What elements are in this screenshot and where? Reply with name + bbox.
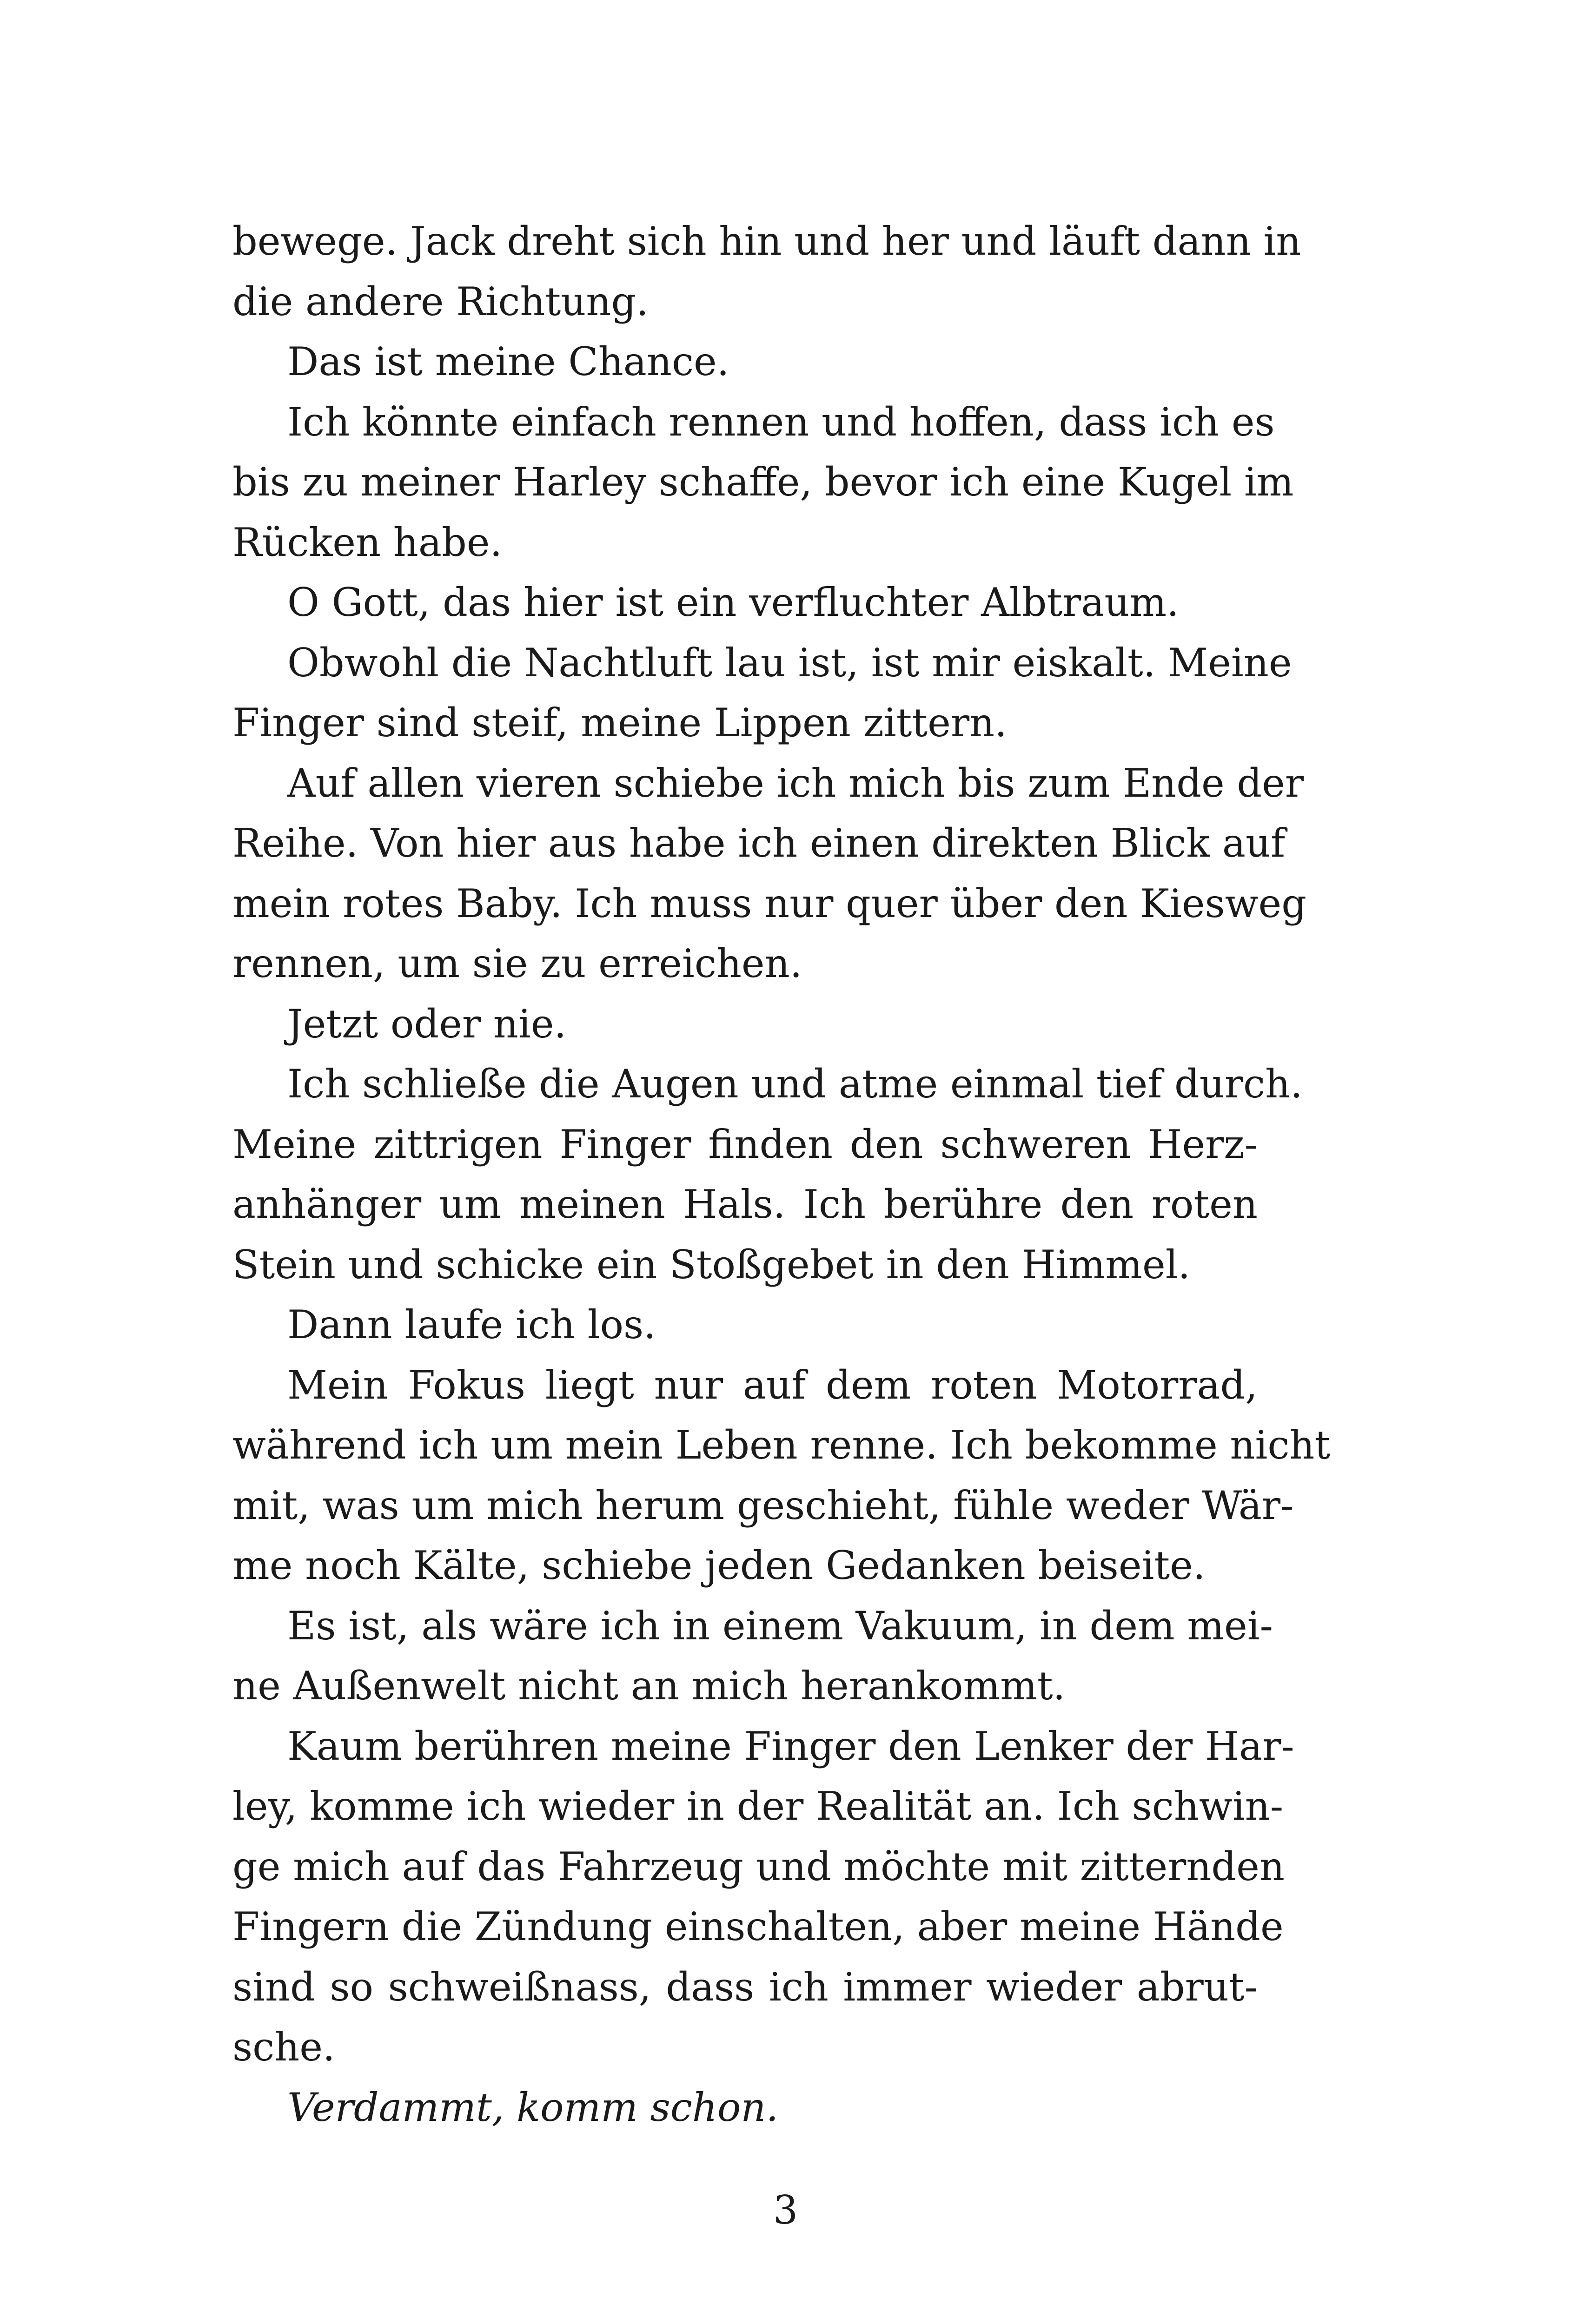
text-line: Jetzt oder nie. — [287, 1001, 567, 1047]
text-line: Finger sind steif, meine Lippen zittern. — [232, 700, 1007, 746]
text-line: sche. — [232, 2024, 335, 2070]
text-line-italic: Verdammt, komm schon. — [287, 2084, 779, 2130]
text-line: Auf allen vieren schiebe ich mich bis zum Ende der — [287, 760, 1304, 806]
page-number: 3 — [773, 2187, 798, 2233]
text-line: rennen, um sie zu erreichen. — [232, 941, 802, 986]
text-line: me noch Kälte, schiebe jeden Gedanken beiseite. — [232, 1543, 1206, 1588]
text-line: Stein und schicke ein Stoßgebet in den Himmel. — [232, 1241, 1191, 1287]
text-line: Mein Fokus liegt nur auf dem roten Motorrad, — [287, 1362, 1258, 1408]
text-line: Rücken habe. — [232, 519, 503, 565]
body-text — [232, 211, 1331, 2138]
text-line: Reihe. Von hier aus habe ich einen direkten Blick auf — [232, 820, 1286, 866]
text-line: Ich schließe die Augen und atme einmal tief durch. — [287, 1061, 1303, 1107]
text-line: Meine zittrigen Finger finden den schweren Herz- — [232, 1121, 1258, 1167]
text-line: Obwohl die Nachtluft lau ist, ist mir eiskalt. Meine — [287, 640, 1292, 686]
text-line: Fingern die Zündung einschalten, aber meine Hände — [232, 1904, 1284, 1949]
text-line: bis zu meiner Harley schaffe, bevor ich eine Kugel im — [232, 459, 1294, 505]
text-line: mit, was um mich herum geschieht, fühle weder Wär- — [232, 1482, 1294, 1528]
text-line: ley, komme ich wieder in der Realität an. Ich schwin- — [232, 1783, 1284, 1829]
text-line: die andere Richtung. — [232, 278, 649, 324]
text-line: Das ist meine Chance. — [287, 339, 729, 384]
text-line: während ich um mein Leben renne. Ich bekomme nicht — [232, 1422, 1331, 1468]
text-line: Es ist, als wäre ich in einem Vakuum, in dem mei- — [287, 1603, 1273, 1649]
text-line: O Gott, das hier ist ein verfluchter Albtraum. — [287, 580, 1179, 625]
text-line: mein rotes Baby. Ich muss nur quer über den Kiesweg — [232, 880, 1307, 926]
text-line: Ich könnte einfach rennen und hoffen, dass ich es — [287, 399, 1275, 445]
text-line: anhänger um meinen Hals. Ich berühre den roten — [232, 1182, 1258, 1227]
text-line: sind so schweißnass, dass ich immer wieder abrut- — [232, 1964, 1258, 2010]
text-line: Dann laufe ich los. — [287, 1302, 656, 1347]
text-line: ge mich auf das Fahrzeug und möchte mit zitternden — [232, 1843, 1285, 1889]
text-line: bewege. Jack dreht sich hin und her und läuft dann in — [232, 218, 1301, 264]
text-line: ne Außenwelt nicht an mich herankommt. — [232, 1663, 1066, 1709]
text-line: Kaum berühren meine Finger den Lenker der Har- — [287, 1723, 1294, 1769]
